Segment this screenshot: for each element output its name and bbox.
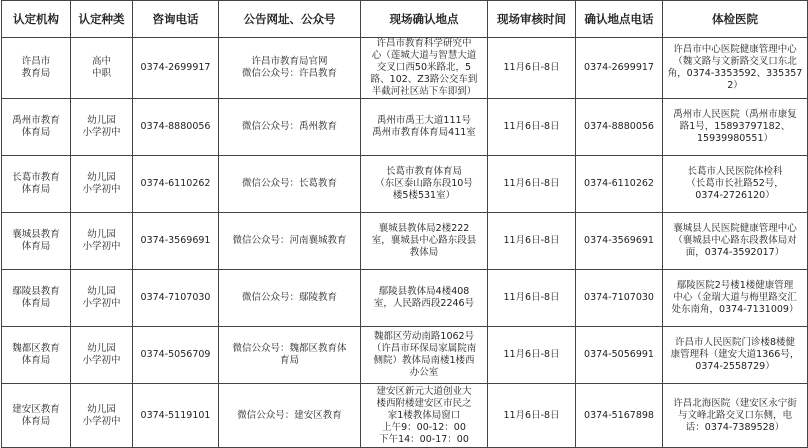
cell-phone: 0374-5056709 [133,327,219,384]
header-hospital: 体检医院 [663,1,808,38]
cell-type [71,99,133,156]
cell-line: 建安区教育 [12,403,60,415]
cell-announce [219,327,361,384]
cell-line: 微信公众号：建安区教育 [237,409,342,421]
cell-line: 小学初中 [82,184,121,195]
table-row [2,270,808,327]
cell-site-phone: 0374-2699917 [576,38,663,99]
cell-line: 长葛市教育 [12,172,60,183]
cell-line: 路1号，15893797182、 [679,121,791,132]
cell-time: 11月6日-8日 [488,384,576,448]
cell-announce [219,213,361,270]
cell-line: 小学初中 [82,415,121,427]
header-org: 认定机构 [2,1,71,38]
cell-line: 路、102、Z3路公交车到 [370,74,478,85]
cell-line: 小学初中 [82,298,121,309]
table-row [2,213,808,270]
cell-hospital [663,384,808,448]
cell-line: 室，襄城县中心路东段县 [371,235,477,246]
cell-org [2,327,71,384]
cell-site-phone: 0374-5056991 [576,327,663,384]
cell-line: 交叉口西50米路北，5 [376,62,472,73]
cell-type [71,156,133,213]
cell-line: 许昌市教育局官网 [251,56,328,67]
cell-line: （襄城县中心路东段教体局对 [673,235,797,246]
cell-line: 微信公众号：长葛教育 [241,178,337,189]
cell-line: 禹州市人民医院（禹州市康复 [673,109,797,120]
cell-hospital [663,327,808,384]
cell-hospital [663,156,808,213]
cell-type [71,213,133,270]
cell-line: 长葛市人民医院体检科 [687,166,783,177]
cell-line: 家1楼教体局窗口 [387,409,461,421]
cell-site-phone: 0374-6110262 [576,156,663,213]
cell-line: 体育局 [21,355,51,366]
cell-line: 楼5楼531室） [392,190,456,201]
cell-site [361,99,488,156]
cell-site [361,270,488,327]
cell-line: 幼儿园 [87,403,116,415]
cell-type [71,384,133,448]
cell-line: 中职 [91,68,111,79]
cell-line: （许昌市环保局家属院南 [371,343,477,354]
cell-line: 鄢陵医院2号楼1楼健康管理 [676,280,794,291]
cell-site [361,384,488,448]
header-site: 现场确认地点 [361,1,488,38]
cell-line: 长葛市教育体育局 [385,166,462,177]
cell-line: 面，0374-3592017） [685,247,785,258]
cell-phone: 0374-3569691 [133,213,219,270]
cell-line: 体育局 [21,127,51,138]
cell-announce [219,99,361,156]
cell-hospital [663,270,808,327]
cell-line: 处东南角，0374-7131009） [671,304,799,315]
cell-line: 与文峰北路交叉口东侧，电 [677,409,792,421]
cell-phone: 0374-2699917 [133,38,219,99]
cell-org [2,213,71,270]
cell-line: 高中 [91,56,111,67]
cell-announce [219,156,361,213]
cell-line: 体育局 [21,184,51,195]
cell-line: 襄城县教体局2楼222 [378,223,470,234]
cell-type [71,38,133,99]
cell-site-phone: 0374-5167898 [576,384,663,448]
table-row [2,327,808,384]
cell-line: 侧院）教体局南楼1楼西 [373,355,475,366]
cell-line: 幼儿园 [87,115,116,126]
cell-line: 室，人民路西段2246号 [373,298,475,309]
cell-site-phone: 0374-3569691 [576,213,663,270]
cell-line: 体育局 [21,241,51,252]
cell-type [71,327,133,384]
cell-hospital [663,38,808,99]
header-announce: 公告网址、公众号 [219,1,361,38]
cell-line: （魏文路与文新路交叉口东北 [673,56,797,67]
cell-phone: 0374-6110262 [133,156,219,213]
info-table [1,0,808,448]
cell-type [71,270,133,327]
header-time: 现场审核时间 [488,1,576,38]
cell-line: 康管理科（建安大道1366号， [670,349,800,360]
cell-line: 禹州市禹王大道111号 [376,115,472,126]
table-row [2,38,808,99]
cell-line: 小学初中 [82,127,121,138]
cell-site-phone: 0374-8880056 [576,99,663,156]
cell-line: 办公室 [409,367,439,378]
cell-time: 11月6日-8日 [488,38,576,99]
cell-line: 心（莲城大道与智慧大道 [371,50,477,61]
cell-line: 半截河社区站下车即到） [371,86,477,97]
cell-time: 11月6日-8日 [488,213,576,270]
cell-line: 上午9：00-12：00 [382,421,466,433]
cell-site-phone: 0374-7107030 [576,270,663,327]
cell-site [361,156,488,213]
cell-time: 11月6日-8日 [488,270,576,327]
cell-site [361,213,488,270]
cell-line: 建安区新元大道创业大 [376,385,472,397]
cell-org [2,38,71,99]
cell-hospital [663,99,808,156]
cell-line: 育局 [279,355,299,366]
table-row [2,156,808,213]
cell-line: 体育局 [21,298,51,309]
cell-line: 0374-2558729） [695,361,775,372]
cell-line: 幼儿园 [87,229,116,240]
cell-line: 禹州市教育 [12,115,60,126]
cell-org [2,270,71,327]
cell-line: 许昌市 [21,56,51,67]
cell-line: 0374-2726120） [695,190,775,201]
cell-phone: 0374-8880056 [133,99,219,156]
cell-line: 魏都区劳动南路1062号 [373,331,475,342]
cell-line: 许昌市教育科学研究中 [376,38,472,49]
cell-line: 微信公众号：禹州教育 [241,121,337,132]
cell-time: 11月6日-8日 [488,327,576,384]
cell-line: 鄢陵县教育 [12,286,60,297]
table-row [2,99,808,156]
cell-line: 襄城县教育 [12,229,60,240]
cell-org [2,156,71,213]
cell-line: 魏都区教育 [12,343,60,354]
cell-line: 许昌北海医院（建安区永宁街 [673,397,797,409]
cell-line: 中心（金瑞大道与梅里路交汇 [673,292,797,303]
cell-line: 15939980551） [697,133,773,144]
header-row [2,1,808,38]
cell-line: （东区泰山路东段10号 [375,178,473,189]
cell-line: 微信公众号：魏都区教育体 [232,343,347,354]
cell-line: 小学初中 [82,355,121,366]
cell-line: 禹州市教育体育局411室 [372,127,476,138]
cell-line: （长葛市长社路52号， [686,178,784,189]
cell-line: 下午14：00-17：00 [379,433,469,445]
cell-line: 教体局 [409,247,439,258]
cell-line: 微信公众号：河南襄城教育 [232,235,347,246]
header-phone: 咨询电话 [133,1,219,38]
table-row [2,384,808,448]
cell-line: 体育局 [21,415,51,427]
cell-site [361,327,488,384]
cell-line: 话：0374-7389528） [685,421,785,433]
cell-org [2,99,71,156]
cell-time: 11月6日-8日 [488,99,576,156]
header-site-phone: 确认地点电话 [576,1,663,38]
header-type: 认定种类 [71,1,133,38]
cell-announce [219,270,361,327]
cell-line: 幼儿园 [87,286,116,297]
cell-site [361,38,488,99]
cell-line: 教育局 [21,68,51,79]
cell-line: 楼西附楼建安区市民之 [376,397,472,409]
cell-line: 许昌市中心医院健康管理中心 [673,44,797,55]
cell-announce [219,384,361,448]
cell-phone: 0374-5119101 [133,384,219,448]
cell-org [2,384,71,448]
cell-line: 幼儿园 [87,343,116,354]
cell-line: 襄城县人民医院健康管理中心 [673,223,797,234]
cell-line: 微信公众号：许昌教育 [241,68,337,79]
cell-line: 小学初中 [82,241,121,252]
cell-hospital [663,213,808,270]
cell-announce [219,38,361,99]
cell-line: 许昌市人民医院门诊楼8楼健 [674,337,796,348]
cell-time: 11月6日-8日 [488,156,576,213]
cell-phone: 0374-7107030 [133,270,219,327]
cell-line: 角，0374-3353592、3353572） [667,68,803,91]
cell-line: 幼儿园 [87,172,116,183]
cell-line: 鄢陵县教体局4楼408 [378,286,470,297]
cell-line: 微信公众号：鄢陵教育 [241,292,337,303]
